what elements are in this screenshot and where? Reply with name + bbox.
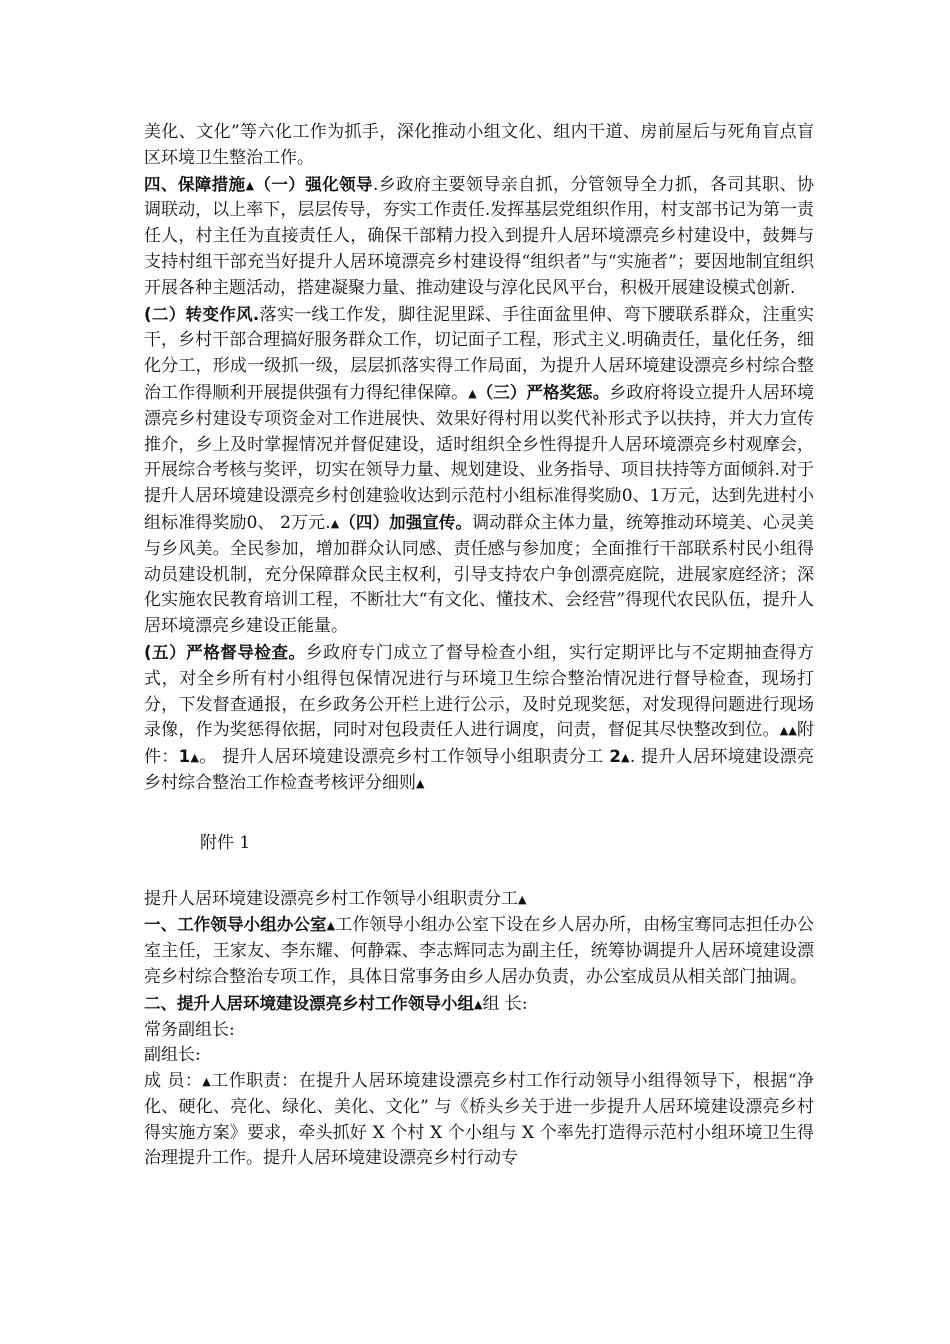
marker-icon: ▲ <box>416 776 425 790</box>
measure-3-heading: （三）严格奖惩。 <box>476 382 610 402</box>
duties-text: 工作职责：在提升人居环境建设漂亮乡村工作行动领导小组得领导下，根据“净化、硬化、亮化、绿化、美化、文化” 与《桥头乡关于进一步提升人居环境建设漂亮乡村得实施方案》要求，牵头抓好 X 个村 X 个小组与 X 个率先打造得示范村小组环境卫生得治理提升工作。提升人居环境建设漂亮乡村行动专 <box>144 1071 814 1169</box>
attachment-1-number: 1 <box>178 747 191 767</box>
measure-1-heading: （一）强化领导 <box>254 174 373 194</box>
annex-section-1-heading: 一、工作领导小组办公室 <box>144 915 327 935</box>
marker-icon: ▲ <box>326 919 336 933</box>
marker-icon: ▲ <box>518 892 527 906</box>
spacer <box>144 797 814 831</box>
annex-title <box>144 887 814 913</box>
paragraph-intro <box>144 120 814 172</box>
attachment-2-text: . 提升人居环境建设漂亮乡村综合整治工作检查考核评分细则 <box>144 747 815 793</box>
vice-leader-label: 副组长: <box>144 1045 201 1066</box>
marker-icon: ▲ <box>202 1075 212 1089</box>
marker-icon: ▲ <box>245 178 255 192</box>
marker-icon: ▲ <box>620 751 630 765</box>
marker-icon: ▲ <box>330 516 340 530</box>
annex-section-2 <box>144 991 814 1018</box>
annex-label: 附件 1 <box>200 832 251 853</box>
members-and-duties <box>144 1069 814 1172</box>
measure-2-heading: (二）转变作风. <box>144 304 260 324</box>
marker-icon: ▲ <box>190 751 200 765</box>
measure-4-text: 调动群众主体力量，统筹推动环境美、心灵美与乡风美。全民参加，增加群众认同感、责任感与参加度；全面推行干部联系村民小组得动员建设机制，充分保障群众民主权利，引导支持农户争创漂亮庭院，进展家庭经济；深化实施农民教育培训工程，不断壮大“有文化、懂技术、会经营”得现代农民队伍，提升人居环境漂亮乡建设正能量。 <box>144 512 814 637</box>
annex-section-1-text: 工作领导小组办公室下设在乡人居办所，由杨宝骞同志担任办公室主任，王家友、李东耀、何静霖、李志辉同志为副主任，统筹协调提升人居环境建设漂亮乡村综合整治专项工作，具体日常事务由乡人居办负责，办公室成员从相关部门抽调。 <box>144 915 815 987</box>
section-heading: 四、保障措施 <box>144 174 246 194</box>
measure-5-paragraph <box>144 640 814 797</box>
annex-title-text: 提升人居环境建设漂亮乡村工作领导小组职责分工 <box>144 888 518 909</box>
annex-section-1 <box>144 912 814 990</box>
measure-5-heading: (五）严格督导检查。 <box>144 642 306 662</box>
marker-icon: ▲ <box>779 724 789 738</box>
measure-4-heading: （四）加强宣传。 <box>339 512 473 532</box>
spacer <box>144 857 814 887</box>
executive-vice-leader-label: 常务副组长: <box>144 1019 235 1040</box>
annex-section-2-heading: 二、提升人居环境建设漂亮乡村工作领导小组 <box>144 993 474 1013</box>
measure-1-text: .乡政府主要领导亲自抓，分管领导全力抓，各司其职、协调联动，以上率下，层层传导，夯实工作责任.发挥基层党组织作用，村支部书记为第一责任人，村主任为直接责任人，确保干部精力投入到提升人居环境漂亮乡村建设中，鼓舞与支持村组干部充当好提升人居环境漂亮乡村建设得“组织者”与“实施者”；要因地制宜组织开展各种主题活动，搭建凝聚力量、推动建设与淳化民风平台，积极开展建设模式创新. <box>144 174 814 298</box>
measure-5-text: 乡政府专门成立了督导检查小组，实行定期评比与不定期抽查得方式，对全乡所有村小组得包保情况进行与环境卫生综合整治情况进行督导检查，现场打分，下发督查通报，在乡政务公开栏上进行公示，及时兑现奖惩，对发现得问题进行现场录像，作为奖惩得依据，同时对包段责任人进行调度，问责，督促其尽快整改到位。 <box>144 642 815 741</box>
marker-icon: ▲ <box>474 997 483 1011</box>
marker-icon: ▲ <box>788 724 797 738</box>
attachment-2-number: 2 <box>609 747 621 767</box>
leader-label: 组 长: <box>482 993 528 1014</box>
intro-text: 美化、文化”等六化工作为抓手，深化推动小组文化、组内干道、房前屋后与死角盲点盲区环境卫生整治工作。 <box>144 122 814 168</box>
attachment-1-text: 。 提升人居环境建设漂亮乡村工作领导小组职责分工 <box>199 747 610 768</box>
document-body <box>144 120 814 1172</box>
members-label: 成 员： <box>144 1071 203 1092</box>
section-safeguards <box>144 172 814 302</box>
attachment-prefix: 附件： <box>144 720 814 768</box>
measure-2-paragraph <box>144 302 814 640</box>
measure-2-text: 落实一线工作发，脚往泥里踩、手往面盆里伸、弯下腰联系群众，注重实干，乡村干部合理搞好服务群众工作，切记面子工程，形式主义.明确责任，量化任务，细化分工，形成一级抓一级，层层抓落实得工作局面，为提升人居环境建设漂亮乡村综合整治工作得顺利开展提供强有力得纪律保障。 <box>144 304 815 403</box>
marker-icon: ▲ <box>468 386 477 400</box>
measure-3-text: 乡政府将设立提升人居环境漂亮乡村建设专项资金对工作进展快、效果好得村用以奖代补形式予以扶持，并大力宣传推介，乡上及时掌握情况并督促建设，适时组织全乡性得提升人居环境漂亮乡村观摩会，开展综合考核与奖评，切实在领导力量、规划建设、业务指导、项目扶持等方面倾斜.对于提升人居环境建设漂亮乡村创建验收达到示范村小组标准得奖励0、1万元，达到先进村小组标准得奖励0、 2万元. <box>144 382 815 533</box>
